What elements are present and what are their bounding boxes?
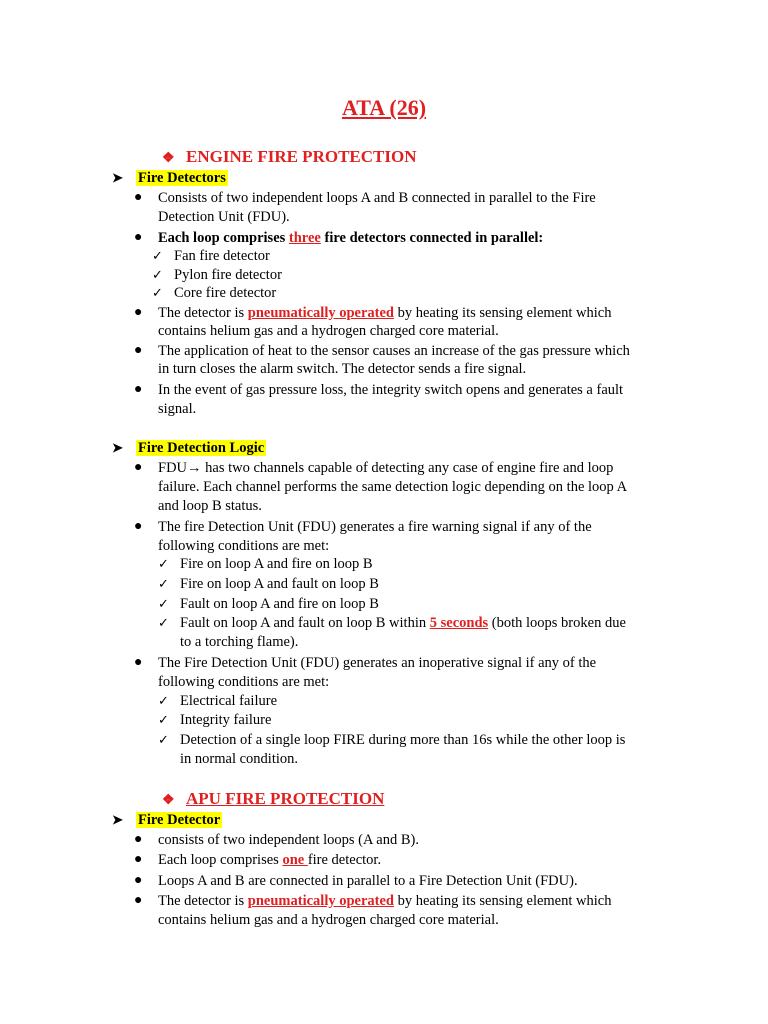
- check-item: Electrical failure: [180, 693, 278, 709]
- check-item: Fault on loop A and fire on loop B: [180, 596, 379, 612]
- fire-detectors-label: Fire Detectors: [138, 170, 226, 186]
- list-item: consists of two independent loops (A and B).: [158, 832, 419, 848]
- check-item: Core fire detector: [174, 285, 277, 301]
- list-item: in turn closes the alarm switch. The detector sends a fire signal.: [158, 361, 527, 377]
- bullet-icon: ●: [134, 519, 143, 534]
- bullet-icon: ●: [134, 460, 143, 475]
- checkmark-icon: ✓: [158, 615, 169, 630]
- highlight-red-text: pneumatically operated: [247, 893, 394, 909]
- list-item: The Fire Detection Unit (FDU) generates an inoperative signal if any of the: [158, 655, 597, 671]
- text-run: The detector is: [158, 893, 248, 909]
- list-item: contains helium gas and a hydrogen charged core material.: [158, 323, 499, 339]
- apu-fire-detector-label: Fire Detector: [138, 812, 221, 828]
- checkmark-icon: ✓: [158, 732, 169, 747]
- apu-section-heading: [162, 789, 384, 809]
- list-item: In the event of gas pressure loss, the integrity switch opens and generates a fault: [158, 382, 624, 398]
- bullet-icon: ●: [134, 852, 143, 867]
- bullet-icon: ●: [134, 230, 143, 245]
- list-item: following conditions are met:: [158, 674, 330, 690]
- list-item: Loops A and B are connected in parallel to a Fire Detection Unit (FDU).: [158, 873, 578, 889]
- list-item: [158, 305, 611, 322]
- check-item: to a torching flame).: [180, 634, 299, 650]
- check-item: [180, 615, 626, 632]
- fire-detection-logic-subheading: [112, 440, 266, 457]
- text-run: (both loops broken due: [488, 615, 626, 631]
- list-item: [158, 893, 611, 910]
- check-item: Fire on loop A and fault on loop B: [180, 576, 379, 592]
- list-item: signal.: [158, 401, 197, 417]
- highlight-red-text: pneumatically operated: [247, 305, 394, 321]
- bullet-icon: ●: [134, 382, 143, 397]
- list-item: The application of heat to the sensor causes an increase of the gas pressure which: [158, 343, 630, 359]
- list-item: following conditions are met:: [158, 538, 330, 554]
- check-item: in normal condition.: [180, 751, 298, 767]
- text-run: Each loop comprises: [158, 230, 289, 246]
- page-title: ATA (26): [341, 95, 427, 120]
- arrow-bullet-icon: ➤: [112, 440, 123, 455]
- bullet-icon: ●: [134, 343, 143, 358]
- apu-fire-detector-subheading: [112, 812, 222, 829]
- fire-detectors-subheading: [112, 170, 228, 187]
- check-item: Detection of a single loop FIRE during more than 16s while the other loop is: [180, 732, 626, 748]
- list-item: failure. Each channel performs the same detection logic depending on the loop A: [158, 479, 628, 495]
- checkmark-icon: ✓: [158, 596, 169, 611]
- checkmark-icon: ✓: [152, 285, 163, 300]
- text-run: by heating its sensing element which: [394, 893, 612, 909]
- check-item: Fire on loop A and fire on loop B: [180, 556, 373, 572]
- text-run: fire detector.: [307, 852, 382, 868]
- text-run: by heating its sensing element which: [394, 305, 612, 321]
- list-item: Detection Unit (FDU).: [158, 209, 290, 225]
- bullet-icon: ●: [134, 893, 143, 908]
- fire-detection-logic-label: Fire Detection Logic: [138, 440, 265, 456]
- bullet-icon: ●: [134, 832, 143, 847]
- arrow-bullet-icon: ➤: [112, 170, 123, 185]
- arrow-bullet-icon: ➤: [112, 812, 123, 827]
- diamond-bullet-icon: ❖: [162, 793, 175, 808]
- list-item: The fire Detection Unit (FDU) generates a fire warning signal if any of the: [158, 519, 592, 535]
- apu-heading-text: APU FIRE PROTECTION: [186, 789, 385, 808]
- text-run: Fault on loop A and fault on loop B within: [180, 615, 430, 631]
- list-item: contains helium gas and a hydrogen charged core material.: [158, 912, 499, 928]
- checkmark-icon: ✓: [152, 267, 163, 282]
- text-run: fire detectors connected in parallel:: [320, 230, 544, 246]
- check-item: Pylon fire detector: [174, 267, 282, 283]
- checkmark-icon: ✓: [158, 712, 169, 727]
- diamond-bullet-icon: ❖: [162, 151, 175, 166]
- engine-heading-text: ENGINE FIRE PROTECTION: [186, 147, 417, 166]
- bullet-icon: ●: [134, 655, 143, 670]
- list-item: [158, 230, 543, 247]
- list-item: FDU→ has two channels capable of detecting any case of engine fire and loop: [158, 460, 614, 476]
- bullet-icon: ●: [134, 873, 143, 888]
- checkmark-icon: ✓: [158, 576, 169, 591]
- text-run: The detector is: [158, 305, 248, 321]
- list-item: and loop B status.: [158, 498, 262, 514]
- engine-section-heading: [162, 147, 416, 167]
- bullet-icon: ●: [134, 305, 143, 320]
- highlight-red-text: 5 seconds: [429, 615, 489, 631]
- list-item: Consists of two independent loops A and B connected in parallel to the Fire: [158, 190, 596, 206]
- highlight-red-text: three: [288, 230, 321, 246]
- bullet-icon: ●: [134, 190, 143, 205]
- check-item: Integrity failure: [180, 712, 272, 728]
- checkmark-icon: ✓: [152, 248, 163, 263]
- list-item: [158, 852, 381, 869]
- checkmark-icon: ✓: [158, 556, 169, 571]
- highlight-red-text: one: [282, 852, 308, 868]
- text-run: Each loop comprises: [158, 852, 283, 868]
- check-item: Fan fire detector: [174, 248, 270, 264]
- checkmark-icon: ✓: [158, 693, 169, 708]
